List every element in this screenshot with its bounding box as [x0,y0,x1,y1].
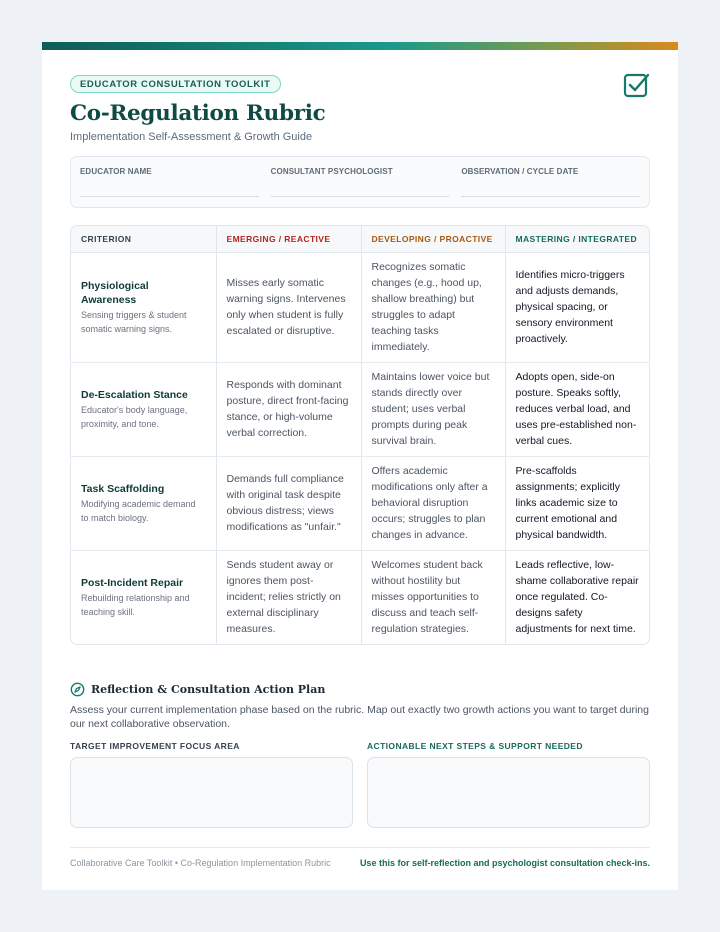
rubric-table [70,225,650,645]
header-criterion: CRITERION [71,226,216,252]
criterion-cell [71,362,216,456]
meta-fields [70,156,650,208]
criterion-cell [71,456,216,550]
criterion-desc: Sensing triggers & student somatic warning signs. [81,309,187,334]
header-emerging: EMERGING / REACTIVE [216,226,361,252]
footer [70,847,650,868]
developing-cell: Welcomes student back without hostility but misses opportunities to discuss and teach self-regulation strategies. [361,550,505,644]
criterion-desc: Modifying academic demand to match biology. [81,498,196,523]
header-mastering: MASTERING / INTEGRATED [505,226,649,252]
educator-name-label: EDUCATOR NAME [80,167,152,176]
action-plan [70,741,650,828]
emerging-cell: Demands full compliance with original task despite obvious distress; views modifications as "unfair." [216,456,361,550]
focus-area-label: TARGET IMPROVEMENT FOCUS AREA [70,741,240,751]
criterion-cell [71,252,216,362]
table-row [71,456,649,550]
educator-name-field[interactable] [80,167,259,207]
developing-cell: Recognizes somatic changes (e.g., hood up, shallow breathing) but struggles to adapt teaching tasks immediately. [361,252,505,362]
emerging-cell: Misses early somatic warning signs. Intervenes only when student is fully escalated or disruptive. [216,252,361,362]
page-subtitle: Implementation Self-Assessment & Growth Guide [70,131,313,143]
reflection-header [70,682,650,697]
accent-bar [42,42,678,50]
focus-area-section [70,741,353,828]
page-title: Co-Regulation Rubric [70,101,326,126]
page [42,42,678,890]
next-steps-input[interactable] [367,757,650,828]
criterion-title: De-Escalation Stance [81,388,188,401]
rubric-header-row [71,226,649,252]
footer-right: Use this for self-reflection and psychologist consultation check-ins. [359,858,650,868]
header-developing: DEVELOPING / PROACTIVE [361,226,505,252]
mastering-cell: Adopts open, side-on posture. Speaks softly, reduces verbal load, and uses pre-established non-verbal cues. [505,362,649,456]
consultant-field[interactable] [271,167,450,207]
criterion-title: Post-Incident Repair [81,576,184,589]
developing-cell: Maintains lower voice but stands directly over student; uses verbal prompts during peak survival brain. [361,362,505,456]
toolkit-badge: EDUCATOR CONSULTATION TOOLKIT [70,75,281,93]
focus-area-input[interactable] [70,757,353,828]
compass-icon [70,682,85,697]
next-steps-section [367,741,650,828]
criterion-title: Task Scaffolding [81,482,165,495]
consultant-label: CONSULTANT PSYCHOLOGIST [270,167,393,176]
mastering-cell: Pre-scaffolds assignments; explicitly links academic size to current emotional and physical bandwidth. [505,456,649,550]
emerging-cell: Sends student away or ignores them post-incident; relies strictly on external disciplinary measures. [216,550,361,644]
educator-name-line[interactable] [80,196,259,197]
reflection-title: Reflection & Consultation Action Plan [91,683,326,696]
footer-left: Collaborative Care Toolkit • Co-Regulation Implementation Rubric [70,858,331,868]
table-row [71,362,649,456]
criterion-cell [71,550,216,644]
developing-cell: Offers academic modifications only after a behavioral disruption occurs; struggles to plan changes in advance. [361,456,505,550]
table-row [71,252,649,362]
observation-date-field[interactable] [461,167,640,207]
criterion-title: Physiological Awareness [81,279,149,306]
observation-date-line[interactable] [461,196,640,197]
emerging-cell: Responds with dominant posture, direct front-facing stance, or high-volume verbal correction. [216,362,361,456]
checkbox-check-icon [623,72,649,98]
document-content [42,50,678,868]
criterion-desc: Rebuilding relationship and teaching skill. [81,592,190,617]
table-row [71,550,649,644]
criterion-desc: Educator's body language, proximity, and tone. [81,404,188,429]
observation-date-label: OBSERVATION / CYCLE DATE [461,167,579,176]
mastering-cell: Leads reflective, low-shame collaborative repair once regulated. Co-designs safety adjustments for next time. [505,550,649,644]
reflection-instructions: Assess your current implementation phase based on the rubric. Map out exactly two growth actions you want to target during our next collaborative observation. [70,704,649,730]
consultant-line[interactable] [271,196,450,197]
next-steps-label: ACTIONABLE NEXT STEPS & SUPPORT NEEDED [367,741,583,751]
mastering-cell: Identifies micro-triggers and adjusts demands, physical spacing, or sensory environment proactively. [505,252,649,362]
